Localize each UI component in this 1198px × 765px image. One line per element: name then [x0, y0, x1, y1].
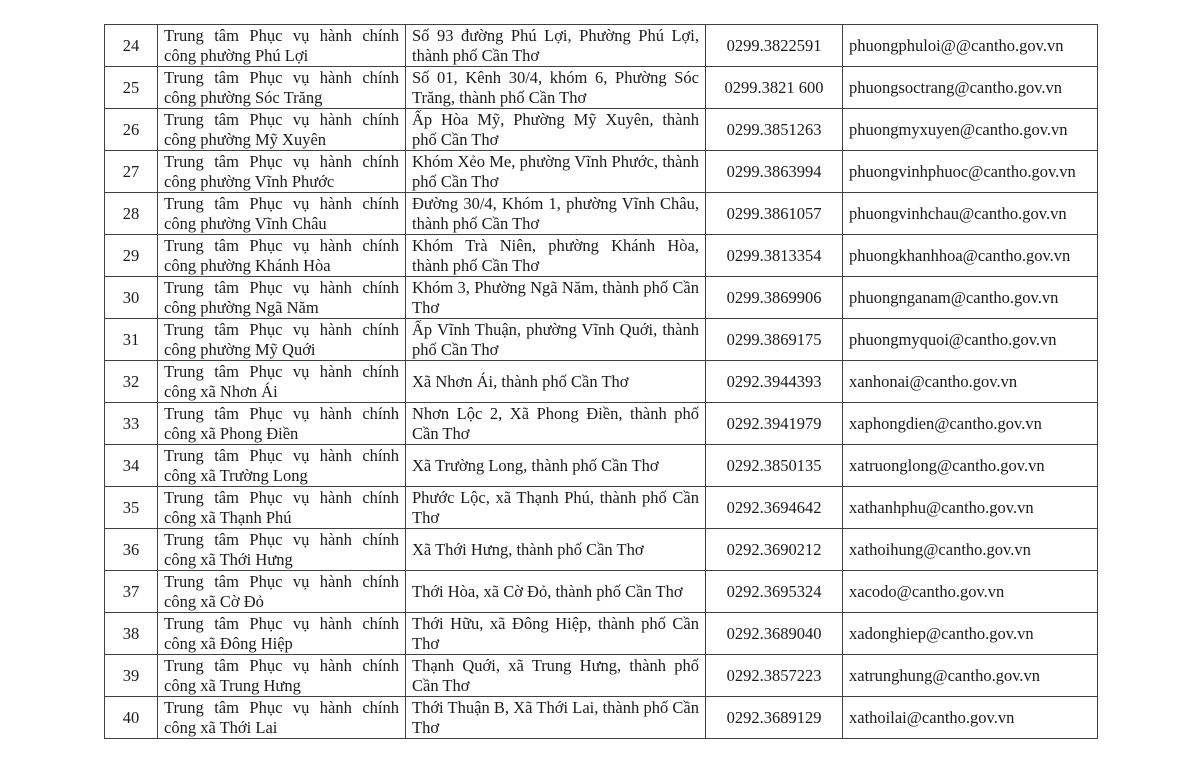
address-cell: Đường 30/4, Khóm 1, phường Vĩnh Châu, thành phố Cần Thơ — [406, 193, 706, 235]
table-row — [105, 361, 1098, 403]
row-number-cell: 29 — [105, 235, 158, 277]
table-row — [105, 109, 1098, 151]
address-cell: Xã Trường Long, thành phố Cần Thơ — [406, 445, 706, 487]
email-cell: xathoihung@cantho.gov.vn — [843, 529, 1098, 571]
phone-cell: 0292.3689129 — [706, 697, 843, 739]
row-number-cell: 32 — [105, 361, 158, 403]
email-cell: phuongvinhchau@cantho.gov.vn — [843, 193, 1098, 235]
row-number-cell: 25 — [105, 67, 158, 109]
center-name-cell: Trung tâm Phục vụ hành chính công phường Vĩnh Châu — [158, 193, 406, 235]
email-cell: xatruonglong@cantho.gov.vn — [843, 445, 1098, 487]
email-cell: xacodo@cantho.gov.vn — [843, 571, 1098, 613]
phone-cell: 0292.3941979 — [706, 403, 843, 445]
address-cell: Xã Nhơn Ái, thành phố Cần Thơ — [406, 361, 706, 403]
email-cell: xaphongdien@cantho.gov.vn — [843, 403, 1098, 445]
row-number-cell: 30 — [105, 277, 158, 319]
phone-cell: 0292.3944393 — [706, 361, 843, 403]
phone-cell: 0299.3821 600 — [706, 67, 843, 109]
address-cell: Ấp Hòa Mỹ, Phường Mỹ Xuyên, thành phố Cần Thơ — [406, 109, 706, 151]
row-number-cell: 38 — [105, 613, 158, 655]
row-number-cell: 28 — [105, 193, 158, 235]
phone-cell: 0299.3851263 — [706, 109, 843, 151]
center-name-cell: Trung tâm Phục vụ hành chính công xã Nhơn Ái — [158, 361, 406, 403]
table-body — [105, 25, 1098, 739]
email-cell: phuongvinhphuoc@cantho.gov.vn — [843, 151, 1098, 193]
row-number-cell: 27 — [105, 151, 158, 193]
center-name-cell: Trung tâm Phục vụ hành chính công phường Mỹ Quới — [158, 319, 406, 361]
email-cell: phuongsoctrang@cantho.gov.vn — [843, 67, 1098, 109]
email-cell: phuongnganam@cantho.gov.vn — [843, 277, 1098, 319]
email-cell: xatrunghung@cantho.gov.vn — [843, 655, 1098, 697]
table-row — [105, 151, 1098, 193]
email-cell: phuongphuloi@@cantho.gov.vn — [843, 25, 1098, 67]
row-number-cell: 36 — [105, 529, 158, 571]
address-cell: Khóm Trà Niên, phường Khánh Hòa, thành phố Cần Thơ — [406, 235, 706, 277]
center-name-cell: Trung tâm Phục vụ hành chính công xã Thới Lai — [158, 697, 406, 739]
table-row — [105, 25, 1098, 67]
phone-cell: 0299.3863994 — [706, 151, 843, 193]
phone-cell: 0292.3689040 — [706, 613, 843, 655]
phone-cell: 0299.3861057 — [706, 193, 843, 235]
table-row — [105, 403, 1098, 445]
center-name-cell: Trung tâm Phục vụ hành chính công phường Phú Lợi — [158, 25, 406, 67]
address-cell: Khóm 3, Phường Ngã Năm, thành phố Cần Thơ — [406, 277, 706, 319]
table-row — [105, 235, 1098, 277]
phone-cell: 0292.3690212 — [706, 529, 843, 571]
center-name-cell: Trung tâm Phục vụ hành chính công xã Cờ Đỏ — [158, 571, 406, 613]
center-name-cell: Trung tâm Phục vụ hành chính công xã Phong Điền — [158, 403, 406, 445]
table-row — [105, 67, 1098, 109]
address-cell: Xã Thới Hưng, thành phố Cần Thơ — [406, 529, 706, 571]
table-row — [105, 529, 1098, 571]
email-cell: phuongkhanhhoa@cantho.gov.vn — [843, 235, 1098, 277]
address-cell: Thới Hòa, xã Cờ Đỏ, thành phố Cần Thơ — [406, 571, 706, 613]
row-number-cell: 33 — [105, 403, 158, 445]
center-name-cell: Trung tâm Phục vụ hành chính công phường Sóc Trăng — [158, 67, 406, 109]
phone-cell: 0299.3869175 — [706, 319, 843, 361]
row-number-cell: 26 — [105, 109, 158, 151]
address-cell: Số 01, Kênh 30/4, khóm 6, Phường Sóc Trăng, thành phố Cần Thơ — [406, 67, 706, 109]
phone-cell: 0299.3822591 — [706, 25, 843, 67]
row-number-cell: 24 — [105, 25, 158, 67]
address-cell: Ấp Vĩnh Thuận, phường Vĩnh Quới, thành phố Cần Thơ — [406, 319, 706, 361]
table-row — [105, 697, 1098, 739]
phone-cell: 0292.3695324 — [706, 571, 843, 613]
address-cell: Thạnh Quới, xã Trung Hưng, thành phố Cần Thơ — [406, 655, 706, 697]
email-cell: xanhonai@cantho.gov.vn — [843, 361, 1098, 403]
phone-cell: 0299.3869906 — [706, 277, 843, 319]
phone-cell: 0299.3813354 — [706, 235, 843, 277]
row-number-cell: 40 — [105, 697, 158, 739]
address-cell: Nhơn Lộc 2, Xã Phong Điền, thành phố Cần Thơ — [406, 403, 706, 445]
table-row — [105, 319, 1098, 361]
address-cell: Thới Thuận B, Xã Thới Lai, thành phố Cần Thơ — [406, 697, 706, 739]
center-name-cell: Trung tâm Phục vụ hành chính công phường Khánh Hòa — [158, 235, 406, 277]
row-number-cell: 35 — [105, 487, 158, 529]
email-cell: xathanhphu@cantho.gov.vn — [843, 487, 1098, 529]
center-name-cell: Trung tâm Phục vụ hành chính công xã Trường Long — [158, 445, 406, 487]
email-cell: phuongmyquoi@cantho.gov.vn — [843, 319, 1098, 361]
row-number-cell: 34 — [105, 445, 158, 487]
table-row — [105, 613, 1098, 655]
phone-cell: 0292.3850135 — [706, 445, 843, 487]
center-name-cell: Trung tâm Phục vụ hành chính công xã Thới Hưng — [158, 529, 406, 571]
address-cell: Số 93 đường Phú Lợi, Phường Phú Lợi, thành phố Cần Thơ — [406, 25, 706, 67]
center-name-cell: Trung tâm Phục vụ hành chính công xã Trung Hưng — [158, 655, 406, 697]
row-number-cell: 39 — [105, 655, 158, 697]
email-cell: xadonghiep@cantho.gov.vn — [843, 613, 1098, 655]
table-row — [105, 277, 1098, 319]
phone-cell: 0292.3694642 — [706, 487, 843, 529]
email-cell: phuongmyxuyen@cantho.gov.vn — [843, 109, 1098, 151]
center-name-cell: Trung tâm Phục vụ hành chính công phường Vĩnh Phước — [158, 151, 406, 193]
row-number-cell: 31 — [105, 319, 158, 361]
email-cell: xathoilai@cantho.gov.vn — [843, 697, 1098, 739]
center-name-cell: Trung tâm Phục vụ hành chính công phường Ngã Năm — [158, 277, 406, 319]
contacts-table — [104, 24, 1098, 739]
table-row — [105, 193, 1098, 235]
row-number-cell: 37 — [105, 571, 158, 613]
address-cell: Khóm Xẻo Me, phường Vĩnh Phước, thành phố Cần Thơ — [406, 151, 706, 193]
center-name-cell: Trung tâm Phục vụ hành chính công phường Mỹ Xuyên — [158, 109, 406, 151]
table-row — [105, 655, 1098, 697]
phone-cell: 0292.3857223 — [706, 655, 843, 697]
table-row — [105, 487, 1098, 529]
center-name-cell: Trung tâm Phục vụ hành chính công xã Đông Hiệp — [158, 613, 406, 655]
table-row — [105, 571, 1098, 613]
table-row — [105, 445, 1098, 487]
address-cell: Thới Hữu, xã Đông Hiệp, thành phố Cần Thơ — [406, 613, 706, 655]
center-name-cell: Trung tâm Phục vụ hành chính công xã Thạnh Phú — [158, 487, 406, 529]
address-cell: Phước Lộc, xã Thạnh Phú, thành phố Cần Thơ — [406, 487, 706, 529]
